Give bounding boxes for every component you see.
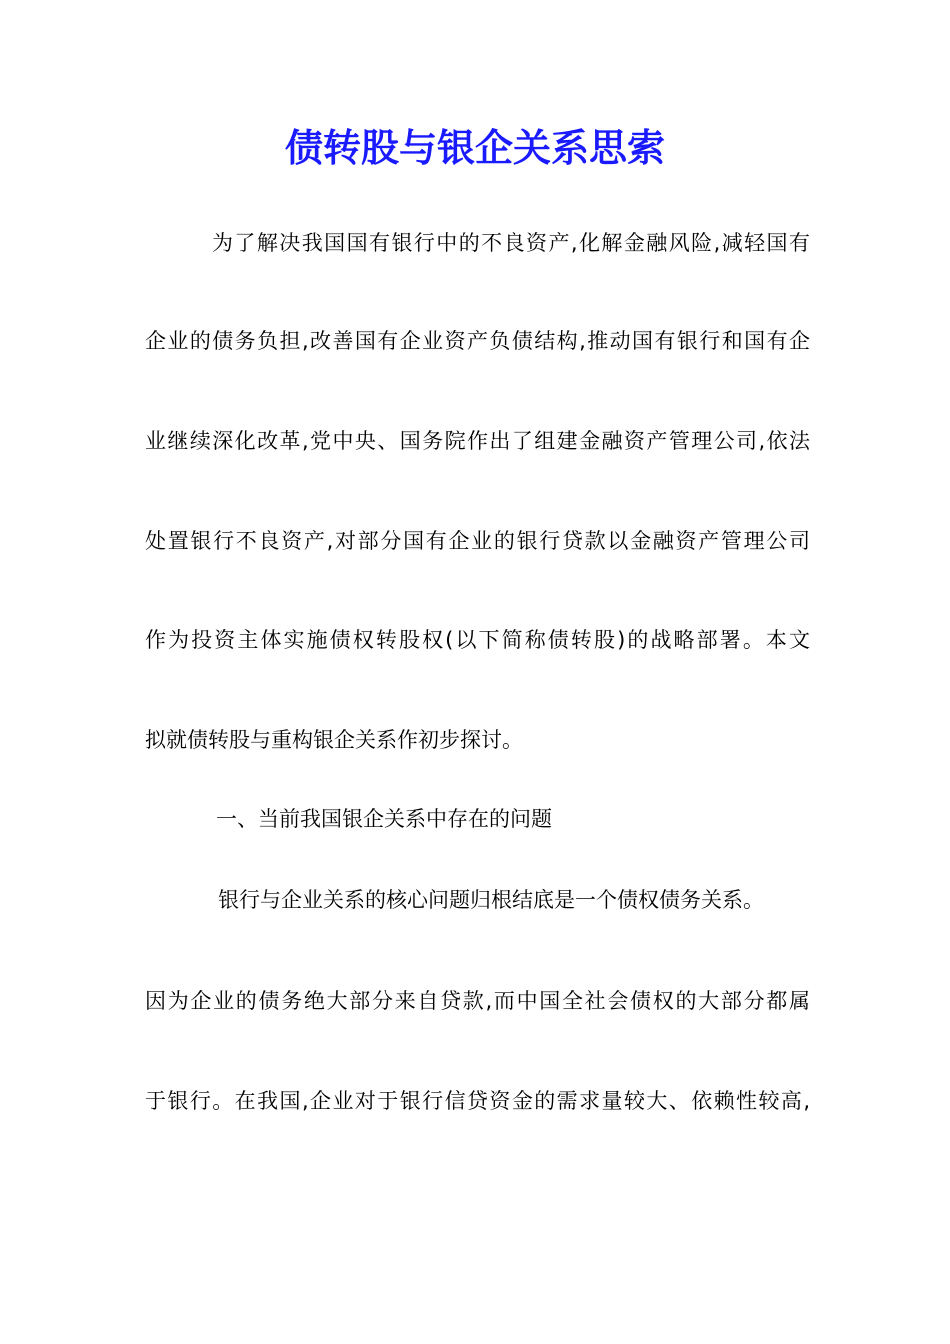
paragraph-line: 因为企业的债务绝大部分来自贷款,而中国全社会债权的大部分都属 [145, 989, 810, 1013]
paragraph-line: 拟就债转股与重构银企关系作初步探讨。 [145, 728, 523, 752]
paragraph-line: 于银行。在我国,企业对于银行信贷资金的需求量较大、依赖性较高, [145, 1089, 810, 1113]
paragraph-line: 作为投资主体实施债权转股权(以下简称债转股)的战略部署。本文 [145, 628, 810, 652]
paragraph-line: 为了解决我国国有银行中的不良资产,化解金融风险,减轻国有 [212, 231, 810, 255]
document-title: 债转股与银企关系思索 [284, 125, 665, 170]
paragraph-line: 处置银行不良资产,对部分国有企业的银行贷款以金融资产管理公司 [145, 529, 810, 553]
paragraph-line: 业继续深化改革,党中央、国务院作出了组建金融资产管理公司,依法 [145, 429, 810, 453]
paragraph-line: 银行与企业关系的核心问题归根结底是一个债权债务关系。 [218, 888, 764, 912]
paragraph-line: 企业的债务负担,改善国有企业资产负债结构,推动国有银行和国有企 [145, 329, 810, 353]
section-heading: 一、当前我国银企关系中存在的问题 [216, 807, 552, 831]
